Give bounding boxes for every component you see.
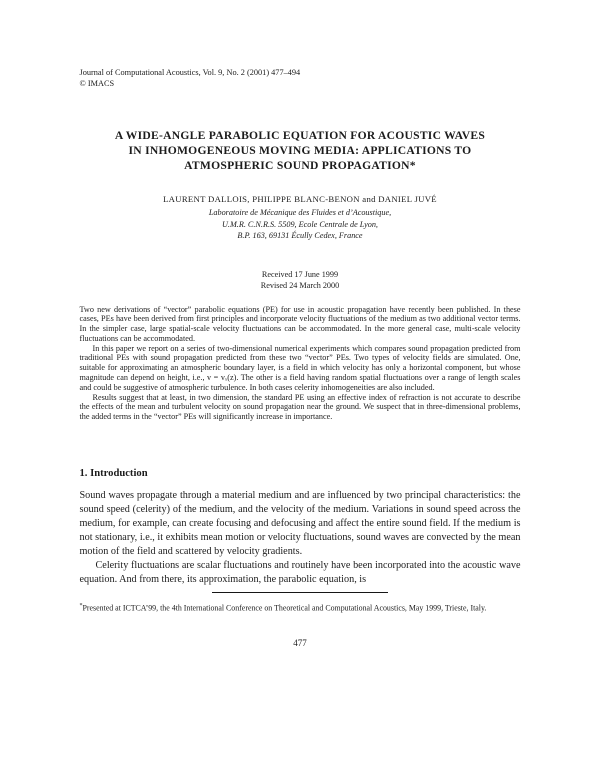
body-paragraph-2: Celerity fluctuations are scalar fluctuations and routinely have been incorporated into the acoustic wave equation. And from there, its approximation, the parabolic equation, is: [79, 560, 521, 586]
footnote: [80, 601, 521, 614]
body-text: [80, 489, 521, 587]
affiliation-block: [80, 207, 521, 242]
article-title: [80, 128, 521, 173]
body-paragraph-1: Sound waves propagate through a material medium and are influenced by two principal characteristics: the sound speed (celerity) of the medium, and the velocity of the medium. Variations in sound speed across the medium, for example, can create focusing and defocusing and affect the entire sound field. If the medium is not stationary, i.e., it exhibits mean motion or velocity fluctuations, sound waves are convected by the mean motion of the field and scattered by velocity gradients.: [79, 490, 521, 558]
revised-date: Revised 24 March 2000: [260, 281, 340, 290]
affiliation-line-1: Laboratoire de Mécanique des Fluides et d’Acoustique,: [208, 208, 392, 217]
page-number: 477: [293, 637, 307, 648]
affiliation-line-2: U.M.R. C.N.R.S. 5509, Ecole Centrale de Lyon,: [222, 219, 378, 229]
abstract-paragraph-3: Results suggest that at least, in two dimension, the standard PE using an effective index of refraction is not accurate to describe the effects of the mean and turbulent velocity on sound propagation near the ground. We suspect that in three-dimensional problems, the added terms in the “vector” PEs will significantly increase in importance.: [79, 392, 521, 422]
footnote-text: Presented at ICTCA’99, the 4th International Conference on Theoretical and Computational Acoustics, May 1999, Trieste, Italy.: [82, 603, 487, 613]
page-content: [80, 0, 521, 648]
affiliation-line-3: B.P. 163, 69131 Écully Cedex, France: [237, 231, 363, 240]
article-title-line-3: ATMOSPHERIC SOUND PROPAGATION*: [184, 159, 416, 172]
section-heading-introduction: 1. Introduction: [79, 468, 148, 480]
footnote-marker: *: [79, 603, 83, 610]
copyright-line: © IMACS: [79, 79, 115, 88]
history-block: [80, 269, 521, 292]
article-title-line-1: A WIDE-ANGLE PARABOLIC EQUATION FOR ACOUSTIC WAVES: [114, 129, 486, 142]
abstract-paragraph-2: In this paper we report on a series of two-dimensional numerical experiments which compares sound propagation predicted from traditional PEs with sound propagation predicted from these two “vector” PEs. Two types of velocity fields are simulated. One, suitable for approximating an atmospheric boundary layer, is a field in which velocity has only a horizontal component, but whose magnitude can depend on height, i.e., v = vₓ(z). The other is a field having random spatial fluctuations over a range of length scales and could be suggestive of atmospheric turbulence. In both cases celerity inhomogeneities are also included.: [79, 343, 521, 392]
journal-citation-line: Journal of Computational Acoustics, Vol. 9, No. 2 (2001) 477–494: [79, 68, 301, 77]
abstract-paragraph-1: Two new derivations of “vector” parabolic equations (PE) for use in acoustic propagation have recently been published. In these cases, PEs have been derived from first principles and incorporate velocity fluctuations of the medium as two additional vector terms. In the simpler case, large spatial-scale velocity fluctuations can be accommodated. In the more general case, multi-scale velocity fluctuations can be accommodated.: [79, 304, 521, 343]
journal-header: [80, 67, 521, 89]
article-title-line-2: IN INHOMOGENEOUS MOVING MEDIA: APPLICATIONS TO: [128, 144, 472, 157]
received-date: Received 17 June 1999: [261, 269, 339, 279]
abstract: [80, 305, 521, 423]
footnote-rule: [212, 592, 388, 593]
authors-line: LAURENT DALLOIS, PHILIPPE BLANC-BENON and DANIEL JUVÉ: [163, 194, 437, 204]
